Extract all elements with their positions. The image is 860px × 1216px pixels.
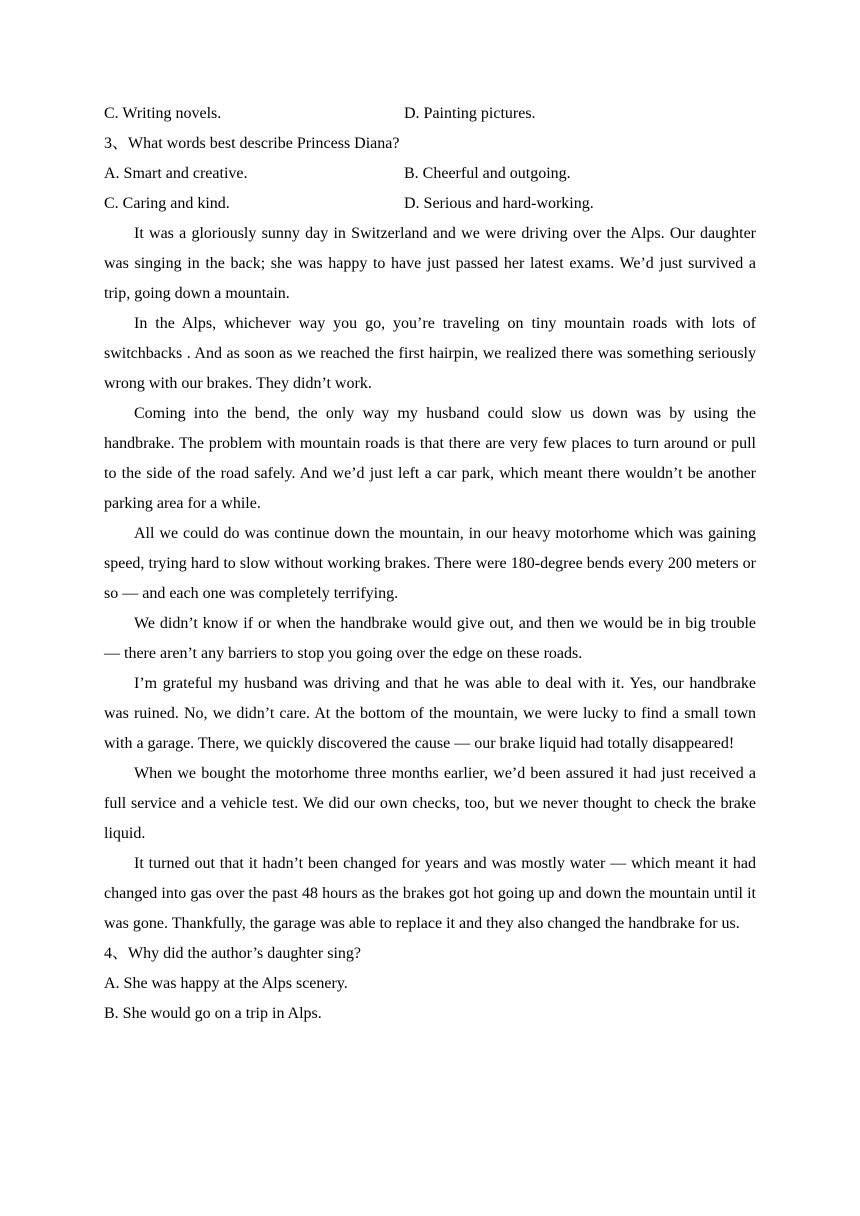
passage-paragraph-3: Coming into the bend, the only way my husband could slow us down was by using the handbrake. The problem with mountain roads is that there are very few places to turn around or pull to the side of the road safely. And we’d just left a car park, which meant there wouldn’t be another parking area for a while. bbox=[104, 405, 756, 512]
document-page bbox=[104, 99, 756, 1029]
q3-options-row-cd bbox=[104, 189, 756, 219]
passage-paragraph-7: When we bought the motorhome three months earlier, we’d been assured it had just received a full service and a vehicle test. We did our own checks, too, but we never thought to check the brake liquid. bbox=[104, 765, 756, 842]
passage-paragraph-5: We didn’t know if or when the handbrake would give out, and then we would be in big trouble — there aren’t any barriers to stop you going over the edge on these roads. bbox=[104, 615, 756, 662]
passage-paragraph-4: All we could do was continue down the mountain, in our heavy motorhome which was gaining speed, trying hard to slow without working brakes. There were 180-degree bends every 200 meters or so — and each one was completely terrifying. bbox=[104, 525, 756, 602]
passage-paragraph-1: It was a gloriously sunny day in Switzerland and we were driving over the Alps. Our daughter was singing in the back; she was happy to have just passed her latest exams. We’d just survived a trip, going down a mountain. bbox=[104, 225, 756, 302]
passage-paragraph-2: In the Alps, whichever way you go, you’re traveling on tiny mountain roads with lots of switchbacks . And as soon as we reached the first hairpin, we realized there was something seriously wrong with our brakes. They didn’t work. bbox=[104, 315, 756, 392]
q4-question: 4、Why did the author’s daughter sing? bbox=[104, 945, 361, 962]
passage-paragraph-6: I’m grateful my husband was driving and that he was able to deal with it. Yes, our handbrake was ruined. No, we didn’t care. At the bottom of the mountain, we were lucky to find a small town with a garage. There, we quickly discovered the cause — our brake liquid had totally disappeared! bbox=[104, 675, 756, 752]
passage-paragraph-8: It turned out that it hadn’t been changed for years and was mostly water — which meant it had changed into gas over the past 48 hours as the brakes got hot going up and down the mountain until it was gone. Thankfully, the garage was able to replace it and they also changed the handbrake for us. bbox=[104, 855, 756, 932]
q3-option-c: C. Caring and kind. bbox=[104, 195, 230, 212]
q3-option-b: B. Cheerful and outgoing. bbox=[404, 165, 571, 182]
q2-option-d: D. Painting pictures. bbox=[404, 105, 536, 122]
q4-option-a: A. She was happy at the Alps scenery. bbox=[104, 975, 348, 992]
q3-option-d: D. Serious and hard-working. bbox=[404, 195, 594, 212]
q3-question: 3、What words best describe Princess Diana? bbox=[104, 135, 400, 152]
reading-passage bbox=[104, 219, 756, 939]
q3-option-a: A. Smart and creative. bbox=[104, 165, 248, 182]
q2-options-row-cd bbox=[104, 99, 756, 129]
q2-option-c: C. Writing novels. bbox=[104, 105, 222, 122]
q4-option-b: B. She would go on a trip in Alps. bbox=[104, 1005, 322, 1022]
q3-options-row-ab bbox=[104, 159, 756, 189]
